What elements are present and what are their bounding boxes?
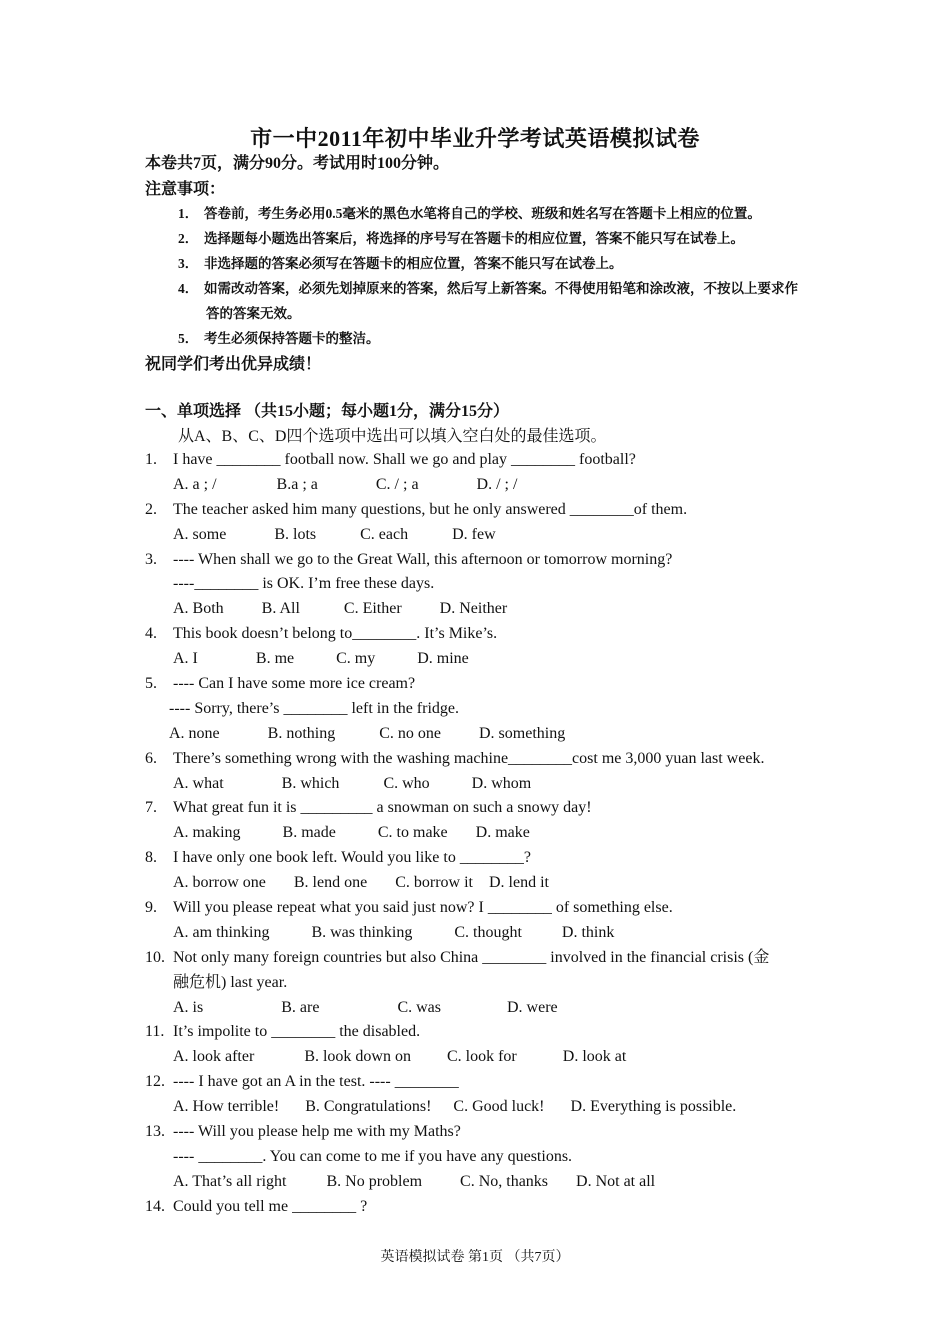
note-item-continuation: 答的答案无效。 xyxy=(206,306,301,321)
option-row xyxy=(145,523,815,548)
question-text: ---- When shall we go to the Great Wall, this afternoon or tomorrow morning? xyxy=(173,550,673,568)
question-number: 1. xyxy=(145,451,157,468)
exam-intro: 本卷共7页，满分90分。考试用时100分钟。 xyxy=(145,155,450,172)
question-stem xyxy=(145,1070,815,1095)
question-number: 13. xyxy=(145,1123,165,1141)
note-item: 3． 非选择题的答案必须写在答题卡的相应位置，答案不能只写在试卷上。 xyxy=(178,256,623,271)
answer-option: D. Everything is possible. xyxy=(570,1098,737,1116)
answer-option: B. was thinking xyxy=(311,923,413,941)
option-row xyxy=(145,473,815,498)
answer-option: B.a ; a xyxy=(276,475,318,493)
wish-text: 祝同学们考出优异成绩！ xyxy=(145,356,322,373)
question-text: 融危机) last year. xyxy=(173,973,288,991)
answer-option: C. to make xyxy=(377,824,448,842)
question-number: 14. xyxy=(145,1197,165,1215)
notes-heading: 注意事项： xyxy=(145,181,226,198)
question-stem xyxy=(145,672,815,697)
answer-option: D. Not at all xyxy=(576,1172,656,1190)
answer-option: A. How terrible! xyxy=(173,1098,280,1116)
note-item: 5． 考生必须保持答题卡的整洁。 xyxy=(178,331,380,346)
question-text: The teacher asked him many questions, but he only answered ________of them. xyxy=(173,500,688,518)
question-text: Not only many foreign countries but also China ________ involved in the financial crisis (金 xyxy=(173,948,770,966)
question-number: 12. xyxy=(145,1073,165,1091)
question-stem xyxy=(145,846,815,871)
answer-option: B. lots xyxy=(274,525,317,543)
question-stem xyxy=(145,622,815,647)
question-stem xyxy=(145,796,815,821)
answer-option: A. borrow one xyxy=(173,874,266,892)
note-item: 1． 答卷前，考生务必用0.5毫米的黑色水笔将自己的学校、班级和姓名写在答题卡上相应的位置。 xyxy=(178,206,761,221)
answer-option: A. none xyxy=(169,724,220,742)
question-text: Could you tell me ________ ? xyxy=(173,1197,368,1215)
answer-option: D. make xyxy=(475,824,530,842)
answer-option: C. / ; a xyxy=(375,475,419,493)
question-number: 5. xyxy=(145,675,157,693)
question-stem xyxy=(145,1120,815,1145)
question-text: What great fun it is _________ a snowman on such a snowy day! xyxy=(173,799,592,817)
answer-option: A. some xyxy=(173,525,227,543)
question-text: Will you please repeat what you said just now? I ________ of something else. xyxy=(173,899,673,917)
question-number: 3. xyxy=(145,550,157,568)
question-text: ---- I have got an A in the test. ---- ________ xyxy=(173,1073,459,1091)
question-text: ---- ________. You can come to me if you have any questions. xyxy=(173,1147,573,1165)
option-row xyxy=(145,996,815,1021)
question-stem xyxy=(145,448,815,473)
option-row xyxy=(145,871,815,896)
answer-option: C. borrow it xyxy=(395,874,473,892)
answer-option: B. No problem xyxy=(326,1172,423,1190)
option-row xyxy=(145,722,815,747)
question-stem xyxy=(145,946,815,971)
page-title: 市一中2011年初中毕业升学考试英语模拟试卷 xyxy=(250,126,700,151)
option-row xyxy=(145,597,815,622)
question-stem-continuation xyxy=(145,971,815,996)
question-text: It’s impolite to ________ the disabled. xyxy=(173,1023,421,1041)
question-text: There’s something wrong with the washing machine________cost me 3,000 yuan last week. xyxy=(173,749,765,767)
answer-option: B. nothing xyxy=(267,724,336,742)
answer-option: C. No, thanks xyxy=(460,1172,549,1190)
question-stem xyxy=(145,1020,815,1045)
question-stem xyxy=(145,896,815,921)
answer-option: A. am thinking xyxy=(173,923,270,941)
answer-option: A. I xyxy=(173,650,198,668)
answer-option: A. Both xyxy=(173,600,224,618)
answer-option: B. lend one xyxy=(293,874,368,892)
answer-option: C. thought xyxy=(454,923,522,941)
question-text: ---- Can I have some more ice cream? xyxy=(173,675,416,693)
question-number: 10. xyxy=(145,948,165,966)
note-item: 4． 如需改动答案，必须先划掉原来的答案，然后写上新答案。不得使用铅笔和涂改液，不按以上要求作 xyxy=(178,281,798,296)
answer-option: B. All xyxy=(261,600,300,618)
question-stem-continuation xyxy=(145,697,815,722)
answer-option: D. few xyxy=(452,525,496,543)
question-number: 11. xyxy=(145,1023,165,1041)
question-number: 2. xyxy=(145,500,157,518)
section-title: 一、单项选择 （共15小题；每小题1分，满分15分） xyxy=(145,403,510,420)
option-row xyxy=(145,821,815,846)
answer-option: A. what xyxy=(173,774,224,792)
answer-option: D. / ; / xyxy=(476,475,518,493)
answer-option: B. me xyxy=(255,650,295,668)
question-number: 6. xyxy=(145,749,157,767)
question-text: I have only one book left. Would you like to ________? xyxy=(173,849,531,867)
answer-option: D. think xyxy=(561,923,615,941)
answer-option: C. no one xyxy=(379,724,441,742)
answer-option: A. making xyxy=(173,824,241,842)
answer-option: C. Either xyxy=(343,600,402,618)
page-footer: 英语模拟试卷 第1页 （共7页） xyxy=(380,1250,570,1265)
answer-option: C. who xyxy=(383,774,430,792)
answer-option: D. mine xyxy=(417,650,469,668)
answer-option: B. which xyxy=(281,774,340,792)
option-row xyxy=(145,1095,815,1120)
notes-list xyxy=(178,201,818,351)
question-stem xyxy=(145,498,815,523)
answer-option: C. Good luck! xyxy=(453,1098,545,1116)
question-text: ----________ is OK. I’m free these days. xyxy=(173,575,435,593)
question-text: ---- Will you please help me with my Maths? xyxy=(173,1123,461,1141)
note-item: 2． 选择题每小题选出答案后，将选择的序号写在答题卡的相应位置，答案不能只写在试卷上。 xyxy=(178,231,744,246)
question-text: ---- Sorry, there’s ________ left in the fridge. xyxy=(169,699,459,717)
answer-option: A. is xyxy=(173,998,204,1016)
answer-option: B. look down on xyxy=(304,1048,411,1066)
question-number: 9. xyxy=(145,899,157,917)
answer-option: C. look for xyxy=(446,1048,517,1066)
option-row xyxy=(145,921,815,946)
question-text: I have ________ football now. Shall we go and play ________ football? xyxy=(173,451,636,468)
answer-option: A. a ; / xyxy=(173,475,217,493)
answer-option: D. Neither xyxy=(439,600,508,618)
question-list xyxy=(145,448,815,1220)
question-stem-continuation xyxy=(145,572,815,597)
question-number: 7. xyxy=(145,799,157,817)
section-instruction: 从A、B、C、D四个选项中选出可以填入空白处的最佳选项。 xyxy=(178,428,607,445)
question-number: 8. xyxy=(145,849,157,867)
answer-option: D. look at xyxy=(562,1048,627,1066)
question-text: This book doesn’t belong to________. It’s Mike’s. xyxy=(173,625,498,643)
option-row xyxy=(145,1045,815,1070)
answer-option: D. something xyxy=(479,724,566,742)
option-row xyxy=(145,647,815,672)
question-stem-continuation xyxy=(145,1145,815,1170)
question-stem xyxy=(145,747,815,772)
answer-option: C. each xyxy=(360,525,409,543)
answer-option: B. made xyxy=(282,824,336,842)
option-row xyxy=(145,772,815,797)
answer-option: D. whom xyxy=(471,774,532,792)
option-row xyxy=(145,1170,815,1195)
answer-option: B. are xyxy=(281,998,320,1016)
question-number: 4. xyxy=(145,625,157,643)
question-stem xyxy=(145,1195,815,1220)
answer-option: C. was xyxy=(397,998,441,1016)
question-stem xyxy=(145,548,815,573)
answer-option: A. That’s all right xyxy=(173,1172,287,1190)
answer-option: D. were xyxy=(507,998,558,1016)
answer-option: D. lend it xyxy=(488,874,549,892)
answer-option: C. my xyxy=(336,650,376,668)
answer-option: A. look after xyxy=(173,1048,255,1066)
answer-option: B. Congratulations! xyxy=(305,1098,432,1116)
